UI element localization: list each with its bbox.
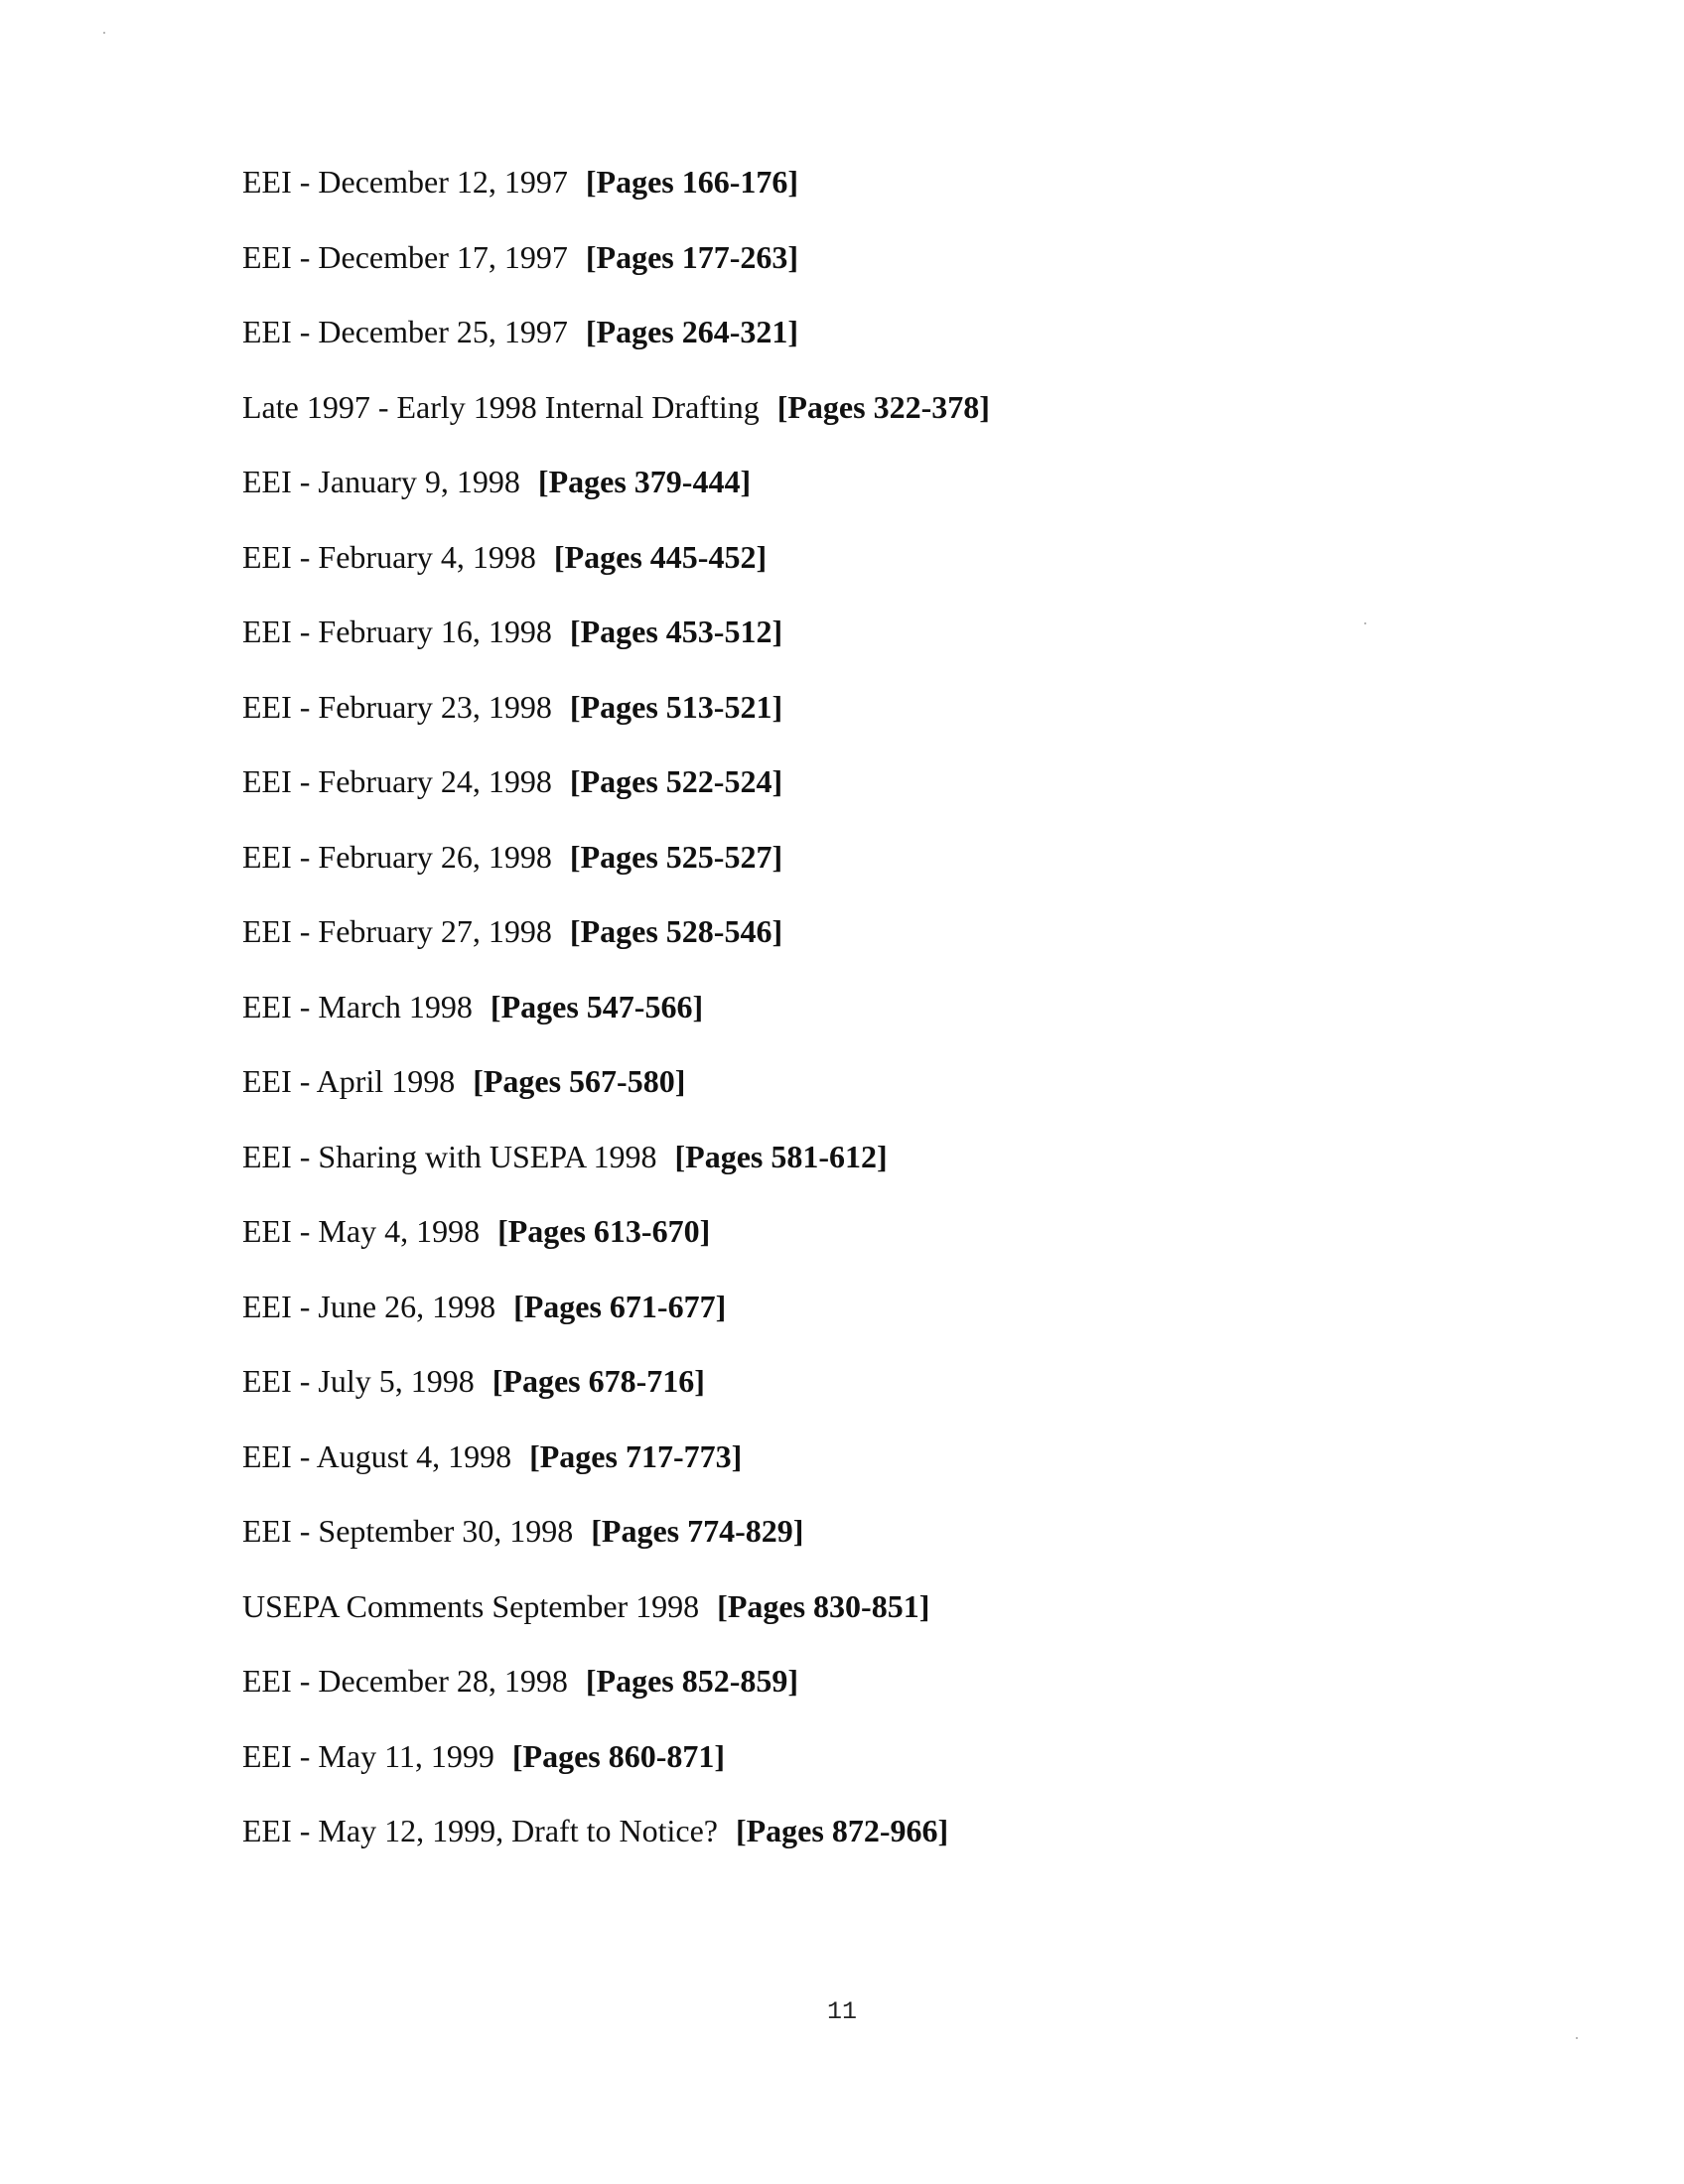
list-item [242,1508,990,1583]
scan-speck [1364,622,1366,624]
entry-description: EEI - Sharing with USEPA 1998 [242,1138,657,1174]
entry-page-range: [Pages 445-452] [553,538,768,575]
list-item [242,984,990,1059]
entry-page-range: [Pages 166-176] [585,164,799,200]
entry-description: EEI - February 27, 1998 [242,913,552,949]
entry-description: EEI - May 11, 1999 [242,1737,494,1774]
entry-description: Late 1997 - Early 1998 Internal Drafting [242,388,760,425]
entry-description: EEI - May 4, 1998 [242,1213,481,1249]
entry-page-range: [Pages 453-512] [569,614,783,649]
entry-description: EEI - May 12, 1999, Draft to Notice? [242,1813,718,1848]
entry-description: EEI - April 1998 [242,1063,456,1099]
page-number: 11 [826,1997,857,2026]
entry-description: USEPA Comments September 1998 [242,1587,700,1624]
list-item [242,1433,990,1509]
list-item [242,159,990,234]
list-item [242,758,990,834]
entry-description: EEI - December 25, 1997 [242,314,568,349]
entry-description: EEI - March 1998 [242,988,473,1024]
entry-page-range: [Pages 522-524] [569,763,783,799]
entry-description: EEI - December 28, 1998 [242,1663,568,1699]
list-item [242,1284,990,1359]
entry-page-range: [Pages 774-829] [591,1513,804,1549]
entry-description: EEI - February 24, 1998 [242,763,552,799]
entry-page-range: [Pages 513-521] [569,688,783,725]
document-index-list [242,159,990,1883]
list-item [242,1358,990,1433]
list-item [242,309,990,384]
entry-description: EEI - June 26, 1998 [242,1288,496,1324]
list-item [242,1808,990,1883]
entry-page-range: [Pages 717-773] [529,1437,743,1474]
entry-description: EEI - January 9, 1998 [242,464,520,499]
list-item [242,234,990,310]
list-item [242,1658,990,1733]
entry-description: EEI - February 4, 1998 [242,538,536,575]
entry-page-range: [Pages 581-612] [674,1138,888,1174]
list-item [242,834,990,909]
list-item [242,459,990,534]
list-item [242,1208,990,1284]
list-item [242,908,990,984]
entry-page-range: [Pages 852-859] [585,1663,799,1699]
entry-description: EEI - February 26, 1998 [242,838,552,875]
entry-description: EEI - December 17, 1997 [242,238,568,275]
entry-page-range: [Pages 860-871] [511,1737,726,1774]
entry-page-range: [Pages 678-716] [491,1363,705,1399]
list-item [242,1733,990,1809]
entry-description: EEI - February 16, 1998 [242,614,552,649]
entry-page-range: [Pages 177-263] [585,238,799,275]
entry-page-range: [Pages 567-580] [473,1063,686,1099]
entry-description: EEI - September 30, 1998 [242,1513,574,1549]
entry-description: EEI - July 5, 1998 [242,1363,475,1399]
scan-speck [103,32,105,34]
entry-page-range: [Pages 322-378] [776,388,990,425]
entry-page-range: [Pages 528-546] [569,913,783,949]
entry-page-range: [Pages 379-444] [537,464,752,499]
entry-description: EEI - August 4, 1998 [242,1437,512,1474]
list-item [242,1058,990,1134]
list-item [242,1583,990,1659]
list-item [242,609,990,684]
list-item [242,384,990,460]
entry-page-range: [Pages 613-670] [497,1213,711,1249]
entry-page-range: [Pages 671-677] [513,1288,727,1324]
entry-page-range: [Pages 547-566] [490,988,704,1024]
list-item [242,1134,990,1209]
entry-page-range: [Pages 525-527] [569,838,783,875]
entry-description: EEI - December 12, 1997 [242,164,568,200]
entry-page-range: [Pages 872-966] [735,1813,949,1848]
list-item [242,684,990,759]
scan-speck [1576,2037,1578,2039]
entry-description: EEI - February 23, 1998 [242,688,552,725]
entry-page-range: [Pages 264-321] [585,314,799,349]
entry-page-range: [Pages 830-851] [717,1587,930,1624]
list-item [242,534,990,610]
